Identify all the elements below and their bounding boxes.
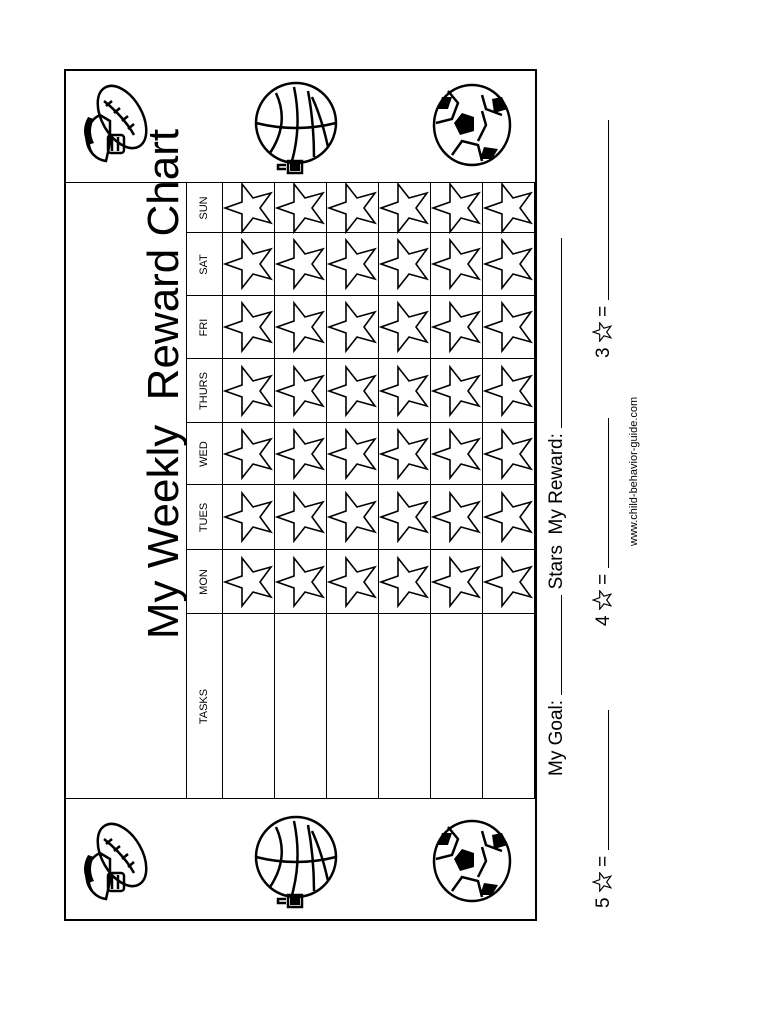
day-header-fri: FRI — [198, 318, 210, 337]
divider — [66, 798, 535, 799]
star-outline-icon[interactable] — [327, 302, 377, 354]
star-outline-icon[interactable] — [327, 428, 377, 480]
tasks-header: TASKS — [198, 688, 210, 725]
star-outline-icon[interactable] — [275, 428, 325, 480]
star-outline-icon[interactable] — [483, 182, 533, 234]
rating-3-blank[interactable] — [607, 120, 609, 300]
reward-blank[interactable] — [560, 238, 562, 428]
divider — [186, 549, 534, 550]
star-outline-icon[interactable] — [431, 556, 481, 608]
star-outline-icon[interactable] — [275, 556, 325, 608]
day-header-wed: WED — [198, 441, 210, 467]
star-outline-icon[interactable] — [327, 239, 377, 291]
rating-5 — [592, 710, 615, 908]
soccer-ball-icon — [422, 75, 522, 175]
goal-blank[interactable] — [560, 595, 562, 695]
star-outline-icon — [592, 322, 612, 342]
page-title: My Weekly Reward Chart — [139, 128, 188, 640]
divider — [186, 613, 534, 614]
divider — [186, 484, 534, 485]
rating-value: 4 — [593, 615, 614, 626]
star-outline-icon[interactable] — [431, 302, 481, 354]
star-outline-icon[interactable] — [483, 365, 533, 417]
equals-sign: = — [593, 855, 614, 867]
star-outline-icon[interactable] — [223, 556, 273, 608]
star-outline-icon[interactable] — [483, 556, 533, 608]
divider — [186, 358, 534, 359]
star-outline-icon[interactable] — [431, 492, 481, 544]
day-header-sat: SAT — [198, 254, 210, 275]
rating-3 — [592, 120, 615, 358]
goal-line — [546, 238, 568, 776]
star-outline-icon[interactable] — [431, 365, 481, 417]
rating-4 — [592, 418, 615, 626]
chart-frame — [64, 69, 537, 921]
day-header-thurs: THURS — [198, 372, 210, 410]
star-outline-icon[interactable] — [379, 556, 429, 608]
star-outline-icon[interactable] — [223, 302, 273, 354]
soccer-ball-icon — [422, 811, 522, 911]
rating-value: 3 — [593, 347, 614, 358]
star-outline-icon[interactable] — [327, 556, 377, 608]
beach-ball-icon — [246, 77, 346, 177]
star-outline-icon[interactable] — [431, 428, 481, 480]
star-outline-icon[interactable] — [431, 182, 481, 234]
star-outline-icon[interactable] — [275, 302, 325, 354]
reward-label: My Reward: — [546, 433, 567, 535]
star-outline-icon[interactable] — [379, 492, 429, 544]
football-helmet-icon — [62, 813, 162, 913]
beach-ball-icon — [246, 811, 346, 911]
star-outline-icon[interactable] — [483, 492, 533, 544]
star-outline-icon[interactable] — [327, 492, 377, 544]
star-outline-icon[interactable] — [327, 365, 377, 417]
website-url: www.child-behavior-guide.com — [628, 396, 640, 546]
star-outline-icon[interactable] — [275, 492, 325, 544]
star-outline-icon[interactable] — [223, 239, 273, 291]
star-outline-icon[interactable] — [327, 182, 377, 234]
rating-5-blank[interactable] — [607, 710, 609, 850]
divider — [534, 183, 535, 799]
star-outline-icon[interactable] — [275, 365, 325, 417]
divider — [186, 422, 534, 423]
rating-value: 5 — [593, 897, 614, 908]
star-outline-icon[interactable] — [379, 365, 429, 417]
divider — [186, 183, 187, 799]
day-header-mon: MON — [198, 569, 210, 595]
star-outline-icon[interactable] — [223, 182, 273, 234]
goal-label: My Goal: — [546, 699, 567, 776]
day-header-tues: TUES — [198, 502, 210, 533]
star-outline-icon[interactable] — [223, 428, 273, 480]
star-outline-icon — [592, 872, 612, 892]
star-outline-icon[interactable] — [483, 239, 533, 291]
stars-label: Stars — [546, 545, 567, 590]
star-outline-icon — [592, 590, 612, 610]
star-outline-icon[interactable] — [379, 302, 429, 354]
rating-4-blank[interactable] — [607, 418, 609, 568]
star-outline-icon[interactable] — [379, 182, 429, 234]
star-outline-icon[interactable] — [379, 239, 429, 291]
divider — [186, 295, 534, 296]
star-outline-icon[interactable] — [483, 302, 533, 354]
star-outline-icon[interactable] — [275, 182, 325, 234]
star-outline-icon[interactable] — [431, 239, 481, 291]
star-outline-icon[interactable] — [223, 492, 273, 544]
equals-sign: = — [593, 305, 614, 317]
star-outline-icon[interactable] — [223, 365, 273, 417]
star-outline-icon[interactable] — [483, 428, 533, 480]
day-header-sun: SUN — [198, 196, 210, 220]
star-outline-icon[interactable] — [275, 239, 325, 291]
equals-sign: = — [593, 573, 614, 585]
star-outline-icon[interactable] — [379, 428, 429, 480]
